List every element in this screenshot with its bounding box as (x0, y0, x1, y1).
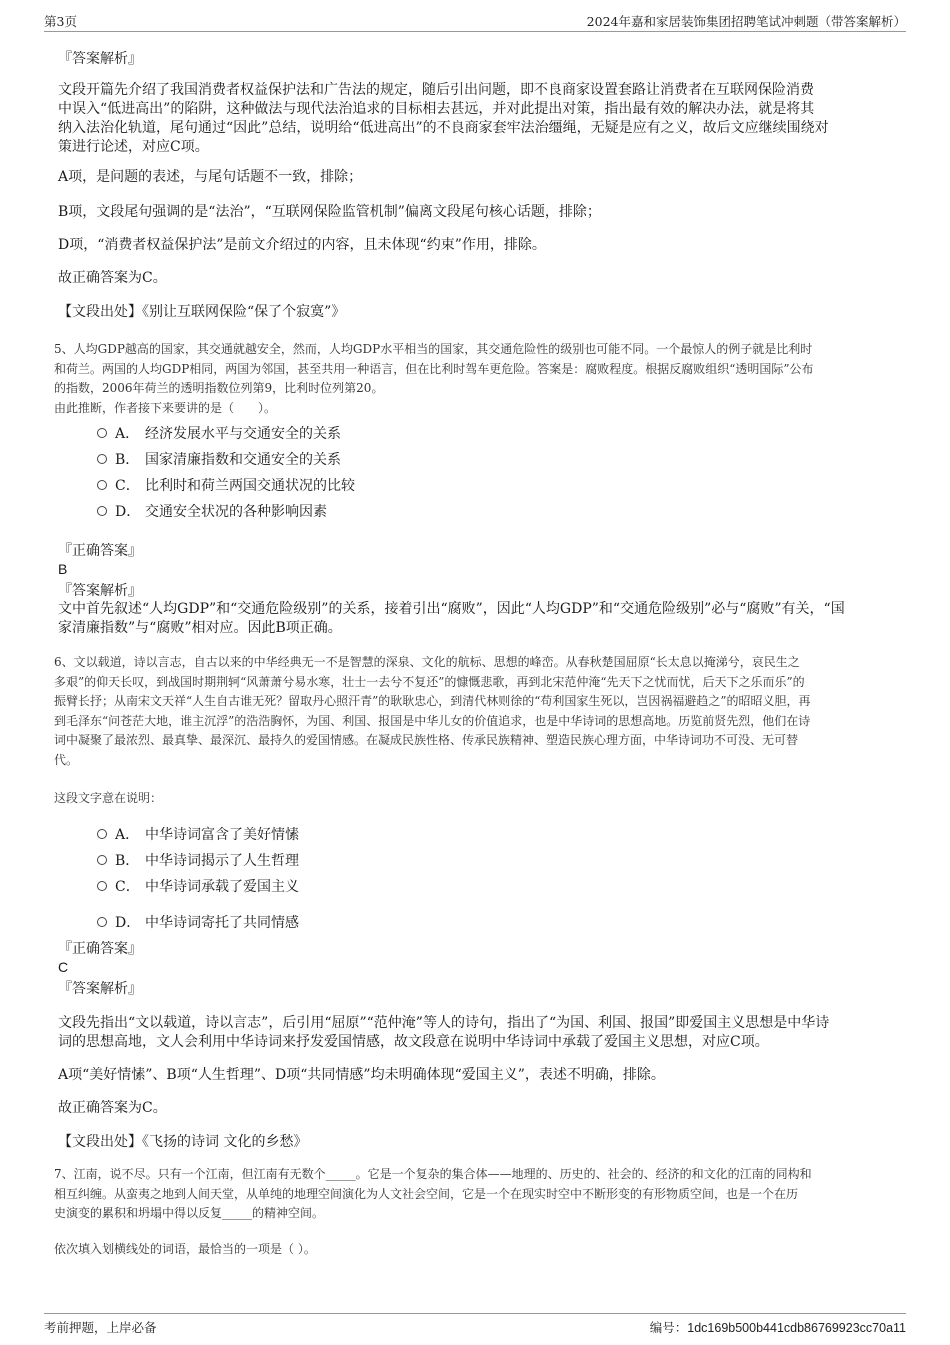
radio-icon[interactable] (97, 454, 107, 464)
q7-stem (54, 1165, 812, 1224)
radio-icon[interactable] (97, 855, 107, 865)
footer-code (650, 1318, 906, 1336)
q4-analysis-text (58, 81, 829, 157)
q6-answer: C (58, 959, 69, 975)
option-text: 中华诗词寄托了共同情感 (145, 915, 299, 931)
option-text: 交通安全状况的各种影响因素 (145, 504, 327, 520)
radio-icon[interactable] (97, 829, 107, 839)
option-text: 经济发展水平与交通安全的关系 (145, 426, 341, 442)
q4-analysis-line: 文段开篇先介绍了我国消费者权益保护法和广告法的规定，随后引出问题，即不良商家设置套路让消费者在互联网保险消费 (58, 82, 814, 98)
q6-note-abd: A项“美好情愫”、B项“人生哲理”、D项“共同情感”均未明确体现“爱国主义”，表述不明确，排除。 (58, 1067, 665, 1083)
q6-stem-line: 多艰”的仰天长叹，到战国时期荆轲“风萧萧兮易水寒，壮士一去兮不复还”的慷慨悲歌，再到北宋范仲淹“先天下之忧而忧，后天下之乐而乐”的 (54, 674, 805, 689)
q7-stem-line: 史演变的累积和坍塌中得以反复_____的精神空间。 (54, 1206, 325, 1220)
q5-analysis-label: 『答案解析』 (58, 583, 142, 599)
q4-note-d: D项，“消费者权益保护法”是前文介绍过的内容，且未体现“约束”作用，排除。 (58, 237, 546, 253)
q6-stem-line: 振臂长抒；从南宋文天祥“人生自古谁无死？留取丹心照汗青”的耿耿忠心，到清代林则徐的“苟利国家生死以，岂因祸福避趋之”的昭昭义胆，再 (54, 694, 811, 708)
option-letter: A． (115, 827, 140, 843)
q6-source: 【文段出处】《飞扬的诗词 文化的乡愁》 (58, 1134, 308, 1150)
q4-analysis-line: 纳入法治化轨道，尾句通过“因此”总结，说明给“低进高出”的不良商家套牢法治缰绳，无疑是应有之义，故后文应继续围绕对 (58, 120, 829, 136)
q4-source: 【文段出处】《别让互联网保险“保了个寂寞”》 (58, 304, 346, 320)
q7-stem-line: 相互纠缠。从蛮夷之地到人间天堂，从单纯的地理空间演化为人文社会空间，它是一个在现实时空中不断形变的有形物质空间，也是一个在历 (54, 1186, 799, 1201)
footer-code-label: 编号： (649, 1320, 688, 1335)
q4-analysis-line: 策进行论述，对应C项。 (58, 139, 209, 155)
q6-analysis-label: 『答案解析』 (58, 981, 142, 997)
footer-divider (44, 1313, 906, 1314)
q7-stem-line: 7、江南，说不尽。只有一个江南，但江南有无数个_____。它是一个复杂的集合体——地理的、历史的、社会的、经济的和文化的江南的同构和 (54, 1167, 812, 1181)
q5-stem-line: 和荷兰。两国的人均GDP相同，两国为邻国，甚至共用一种语言，但在比利时驾车更危险。答案是：腐败程度。根据反腐败组织“透明国际”公布 (54, 361, 814, 376)
page-number: 第3页 (44, 14, 77, 29)
q5-option-a[interactable] (97, 423, 341, 443)
radio-icon[interactable] (97, 480, 107, 490)
radio-icon[interactable] (97, 428, 107, 438)
q6-answer-label: 『正确答案』 (58, 941, 142, 957)
q6-option-a[interactable] (97, 824, 299, 844)
option-letter: D． (115, 504, 141, 520)
q7-prompt: 依次填入划横线处的词语，最恰当的一项是（ ）。 (54, 1242, 316, 1256)
q5-option-d[interactable] (97, 501, 327, 521)
q5-stem (54, 340, 814, 418)
q5-option-b[interactable] (97, 449, 341, 469)
radio-icon[interactable] (97, 881, 107, 891)
q6-option-d[interactable] (97, 912, 299, 932)
q5-answer: B (58, 561, 68, 577)
q6-stem-line: 词中凝聚了最浓烈、最真挚、最深沉、最持久的爱国情感。在凝成民族性格、传承民族精神、塑造民族心理方面，中华诗词功不可没、无可替 (54, 733, 799, 747)
q5-stem-line: 的指数，2006年荷兰的透明指数位列第9，比利时位列第20。 (54, 381, 384, 395)
q6-option-b[interactable] (97, 850, 299, 870)
option-letter: C． (115, 879, 140, 895)
q6-analysis-line: 文段先指出“文以载道，诗以言志”，后引用“屈原”“范仲淹”等人的诗句，指出了“为国、利国、报国”即爱国主义思想是中华诗 (58, 1015, 830, 1031)
q4-note-a: A项，是问题的表述，与尾句话题不一致，排除； (58, 169, 363, 185)
q6-analysis-text (58, 1014, 829, 1052)
q6-stem (54, 653, 811, 770)
option-text: 比利时和荷兰两国交通状况的比较 (145, 478, 355, 494)
q5-answer-label: 『正确答案』 (58, 543, 142, 559)
q5-option-c[interactable] (97, 475, 355, 495)
option-letter: A． (115, 426, 140, 442)
q6-analysis-line: 词的思想高地，文人会利用中华诗词来抒发爱国情感，故文段意在说明中华诗词中承载了爱国主义思想，对应C项。 (58, 1034, 769, 1050)
option-text: 中华诗词承载了爱国主义 (145, 879, 299, 895)
q5-analysis-line: 文中首先叙述“人均GDP”和“交通危险级别”的关系，接着引出“腐败”，因此“人均GDP”和“交通危险级别”必与“腐败”有关，“国 (58, 601, 845, 617)
q6-option-c[interactable] (97, 876, 299, 896)
q4-conclusion: 故正确答案为C。 (58, 270, 167, 286)
footer-code-value: 1dc169b500b441cdb86769923cc70a11 (687, 1321, 906, 1335)
option-letter: D． (115, 915, 141, 931)
q5-stem-line: 由此推断，作者接下来要讲的是（ ）。 (54, 400, 277, 415)
option-text: 中华诗词揭示了人生哲理 (145, 853, 299, 869)
document-title: 2024年嘉和家居装饰集团招聘笔试冲刺题（带答案解析） (586, 14, 906, 29)
q4-analysis-label: 『答案解析』 (58, 51, 142, 67)
option-letter: B． (115, 452, 140, 468)
option-text: 国家清廉指数和交通安全的关系 (145, 452, 341, 468)
option-letter: B． (115, 853, 140, 869)
q5-analysis-line: 家清廉指数”与“腐败”相对应。因此B项正确。 (58, 620, 342, 636)
option-text: 中华诗词富含了美好情愫 (145, 827, 299, 843)
q6-stem-line: 6、文以载道，诗以言志，自古以来的中华经典无一不是智慧的深泉、文化的航标、思想的峰峦。从春秋楚国屈原“长太息以掩涕兮，哀民生之 (54, 655, 800, 669)
q5-analysis-text (58, 600, 845, 638)
option-letter: C． (115, 478, 140, 494)
header-divider (44, 31, 906, 32)
radio-icon[interactable] (97, 506, 107, 516)
q5-stem-line: 5、人均GDP越高的国家，其交通就越安全，然而，人均GDP水平相当的国家，其交通危险性的级别也可能不同。一个最惊人的例子就是比利时 (54, 342, 813, 356)
q4-note-b: B项，文段尾句强调的是“法治”，“互联网保险监管机制”偏离文段尾句核心话题，排除； (58, 204, 601, 220)
q4-analysis-line: 中误入“低进高出”的陷阱，这种做法与现代法治追求的目标相去甚远，并对此提出对策，指出最有效的解决办法，就是将其 (58, 101, 815, 117)
footer-slogan: 考前押题，上岸必备 (44, 1320, 157, 1335)
radio-icon[interactable] (97, 917, 107, 927)
q6-prompt: 这段文字意在说明： (54, 791, 163, 805)
q6-stem-line: 代。 (54, 752, 79, 767)
q6-stem-line: 到毛泽东“问苍茫大地，谁主沉浮”的浩浩胸怀，为国、利国、报国是中华儿女的价值追求，也是中华诗词的思想高地。历览前贤先烈，他们在诗 (54, 713, 811, 728)
q6-conclusion: 故正确答案为C。 (58, 1100, 167, 1116)
